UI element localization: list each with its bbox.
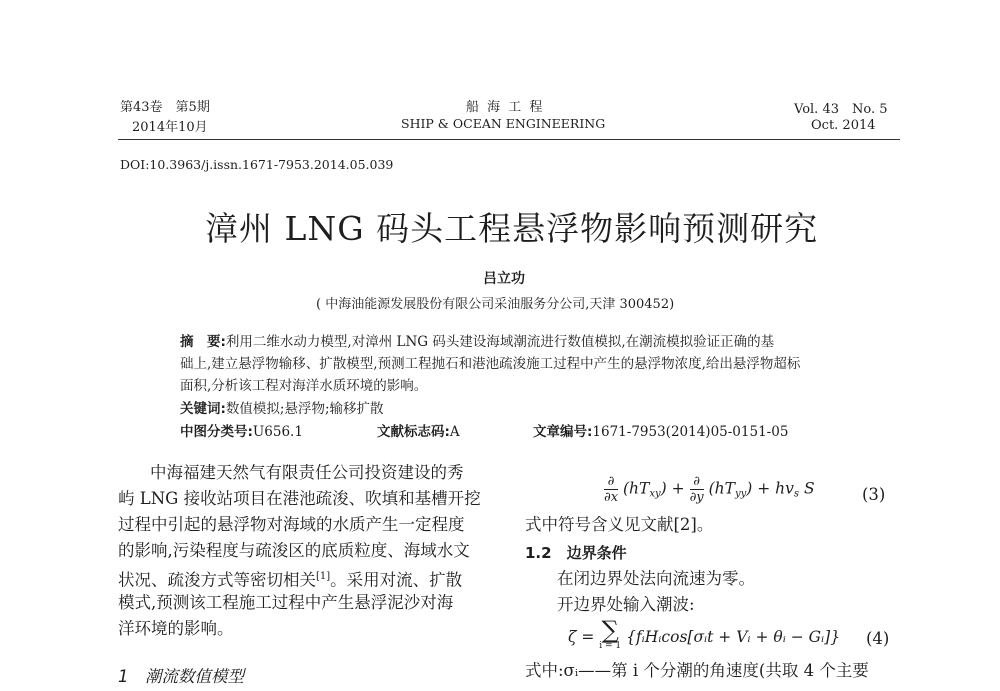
left-paragraph-line: 中海福建天然气有限责任公司投资建设的秀 xyxy=(150,463,464,482)
abstract-line: 面积,分析该工程对海洋水质环境的影响。 xyxy=(180,378,428,394)
author: 吕立功 xyxy=(483,271,525,287)
abstract-line: 础上,建立悬浮物输移、扩散模型,预测工程抛石和港池疏浚施工过程中产生的悬浮物浓度,给出悬浮物超标 xyxy=(180,356,801,372)
document-code-text: A xyxy=(449,424,460,440)
affiliation: ( 中海油能源发展股份有限公司采油服务分公司,天津 300452) xyxy=(316,297,675,312)
partial-fraction-x: $\frac{\partial}{\partial x}$ xyxy=(604,474,619,505)
left-paragraph-segment: 状况、疏浚方式等密切相关 xyxy=(118,570,316,590)
summation-symbol: ∑ xyxy=(601,616,619,644)
where-line: 式中:σᵢ——第 i 个分潮的角速度(共取 4 个主要 xyxy=(525,661,869,680)
left-paragraph-line: 的影响,污染程度与疏浚区的底质粒度、海域水文 xyxy=(118,541,470,560)
symbols-note: 式中符号含义见文献[2]。 xyxy=(525,515,714,534)
header-journal-en: SHIP & OCEAN ENGINEERING xyxy=(401,116,606,131)
keywords-label: 关键词: xyxy=(180,401,226,417)
header-date-en: Oct. 2014 xyxy=(811,118,876,133)
classification-label: 中图分类号: xyxy=(180,424,253,440)
left-paragraph-line: 洋环境的影响。 xyxy=(118,619,234,638)
summation-index: i = 1 xyxy=(599,641,622,651)
page-title: 漳州 LNG 码头工程悬浮物影响预测研究 xyxy=(205,209,819,248)
partial-fraction-y: $\frac{\partial}{\partial y}$ xyxy=(689,474,704,505)
equation-3-number: (3) xyxy=(862,485,886,504)
left-paragraph-line: 过程中引起的悬浮物对海域的水质产生一定程度 xyxy=(118,515,465,534)
article-number-text: 1671-7953(2014)05-0151-05 xyxy=(592,424,789,440)
abstract-label: 摘 要: xyxy=(180,334,226,350)
section-heading-1-2: 1.2 边界条件 xyxy=(525,544,627,562)
document-code xyxy=(377,421,460,443)
header-vol-issue-cn: 第43卷 第5期 xyxy=(120,100,210,115)
equation-3: $\frac{\partial}{\partial x} (hT_{xy})$ + $\frac{\partial}{\partial y} (hT_{yy}) + hv_s$ S xyxy=(604,474,815,505)
classification xyxy=(180,421,303,443)
left-paragraph-line: 屿 LNG 接收站项目在港池疏浚、吹填和基槽开挖 xyxy=(118,489,481,508)
classification-text: U656.1 xyxy=(252,424,303,440)
header-rule xyxy=(118,139,900,140)
closed-boundary-text: 在闭边界处法向流速为零。 xyxy=(557,569,755,588)
open-boundary-text: 开边界处输入潮波: xyxy=(557,595,695,614)
article-number-label: 文章编号: xyxy=(533,424,593,440)
doi: DOI:10.3963/j.issn.1671-7953.2014.05.039 xyxy=(120,157,394,172)
citation-ref[interactable]: [1] xyxy=(316,571,331,582)
abstract xyxy=(180,331,774,353)
section-heading-1: 1 潮流数值模型 xyxy=(118,667,244,686)
keywords-text: 数值模拟;悬浮物;输移扩散 xyxy=(225,401,384,417)
equation-4-number: (4) xyxy=(866,629,890,648)
left-paragraph-segment: 。采用对流、扩散 xyxy=(330,570,463,590)
header-vol-issue-en: Vol. 43 No. 5 xyxy=(794,102,888,117)
left-paragraph-line: 模式,预测该工程施工过程中产生悬浮泥沙对海 xyxy=(118,593,454,612)
equation-4: ζ = ∑ i = 1 {fᵢHᵢcos[σᵢt + Vᵢ + θᵢ − Gᵢ]} xyxy=(568,622,840,654)
article-number xyxy=(533,421,788,443)
header-journal-cn: 船 海 工 程 xyxy=(466,100,545,115)
keywords xyxy=(180,398,384,420)
header-date-cn: 2014年10月 xyxy=(132,120,208,135)
document-code-label: 文献标志码: xyxy=(377,424,450,440)
abstract-line: 利用二维水动力模型,对漳州 LNG 码头建设海域潮流进行数值模拟,在潮流模拟验证正确的基 xyxy=(225,334,775,350)
